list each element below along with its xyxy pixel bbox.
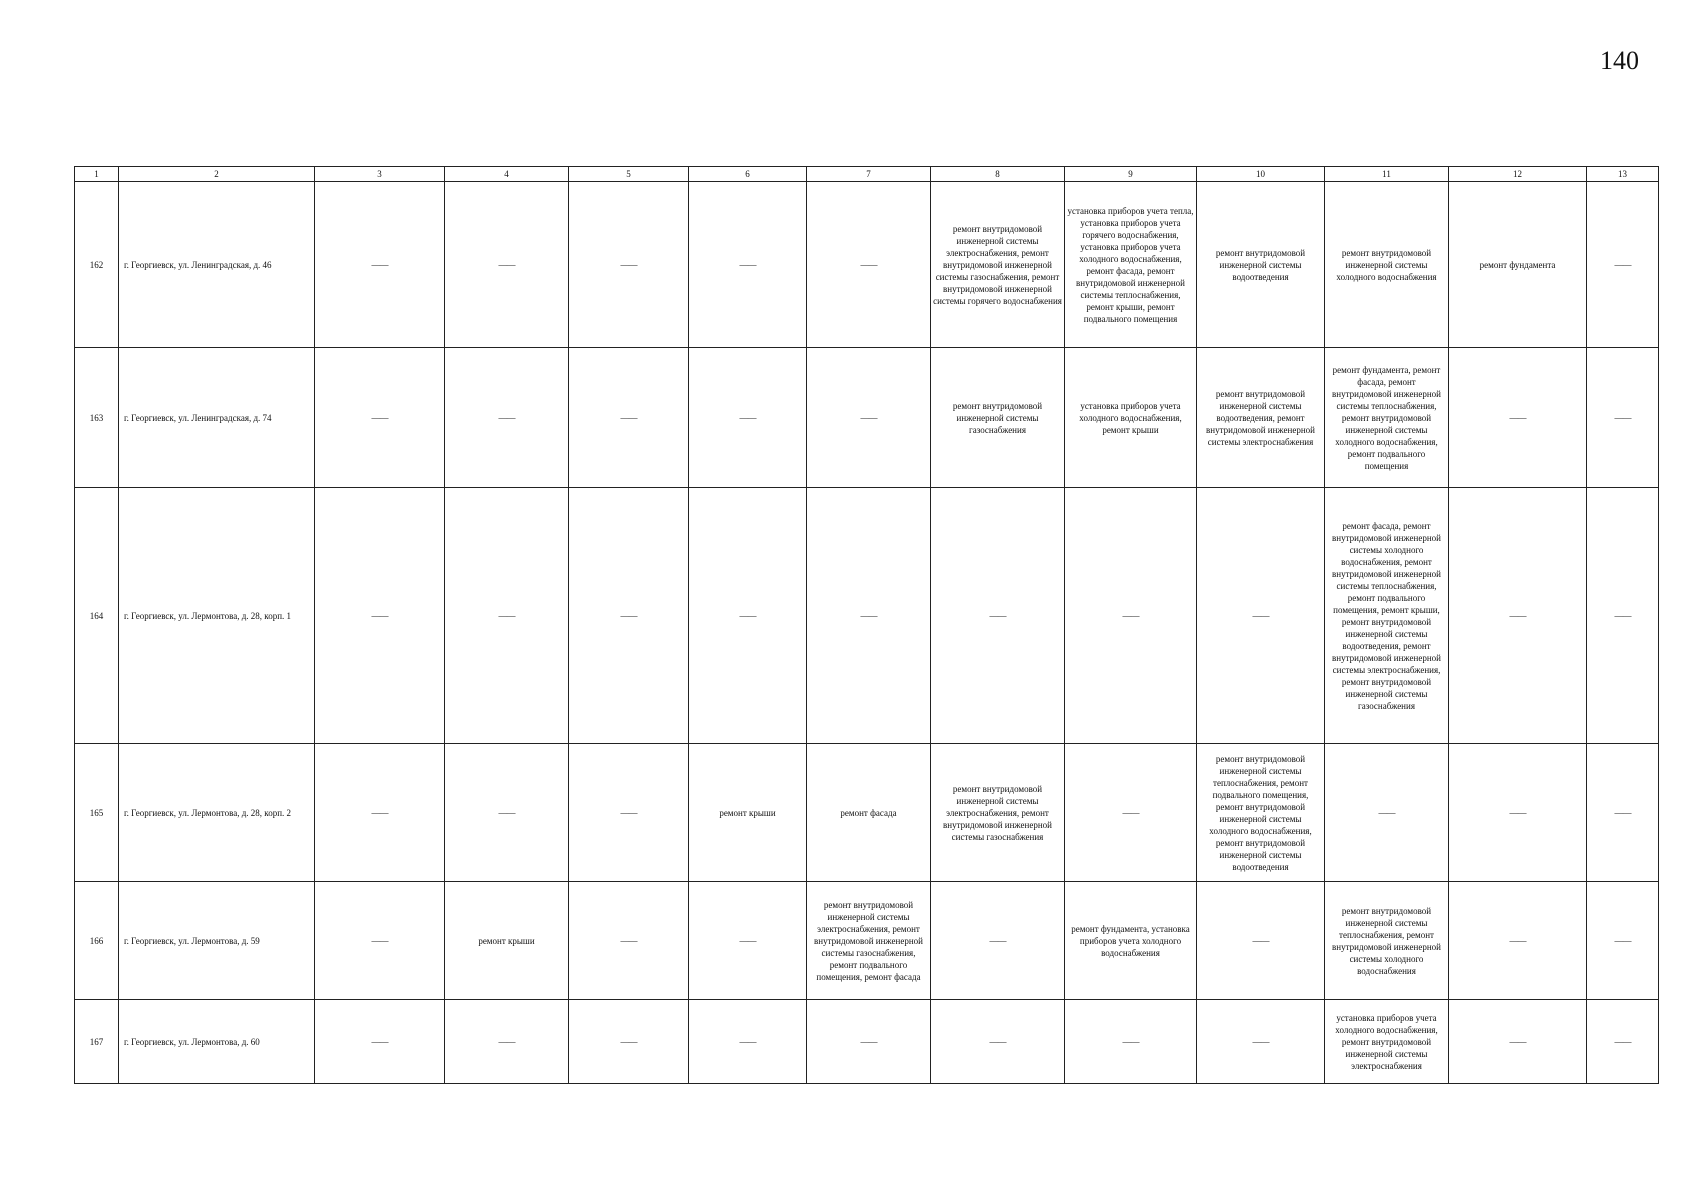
empty-cell	[445, 182, 569, 348]
dash-mark	[1615, 259, 1631, 271]
empty-cell	[807, 1000, 931, 1084]
dash-mark	[499, 1036, 515, 1048]
empty-cell	[569, 348, 689, 488]
empty-cell	[569, 488, 689, 744]
dash-mark	[499, 259, 515, 271]
dash-mark	[740, 1036, 756, 1048]
address-cell: г. Георгиевск, ул. Лермонтова, д. 28, корп. 1	[119, 488, 315, 744]
dash-mark	[372, 412, 388, 424]
dash-mark	[372, 807, 388, 819]
empty-cell	[1449, 744, 1587, 882]
empty-cell	[689, 348, 807, 488]
work-cell: ремонт внутридомовой инженерной системы электроснабжения, ремонт внутридомовой инженерной системы газоснабжения, ремонт внутридомовой инженерной системы горячего водоснабжения	[931, 182, 1065, 348]
dash-mark	[372, 610, 388, 622]
empty-cell	[689, 882, 807, 1000]
empty-cell	[1065, 1000, 1197, 1084]
dash-mark	[990, 935, 1006, 947]
empty-cell	[1325, 744, 1449, 882]
empty-cell	[315, 882, 445, 1000]
work-cell: ремонт фундамента, установка приборов учета холодного водоснабжения	[1065, 882, 1197, 1000]
empty-cell	[931, 488, 1065, 744]
dash-mark	[621, 259, 637, 271]
table-row	[75, 882, 1659, 1000]
dash-mark	[621, 1036, 637, 1048]
work-cell: ремонт внутридомовой инженерной системы электроснабжения, ремонт внутридомовой инженерной системы газоснабжения, ремонт подвального помещения, ремонт фасада	[807, 882, 931, 1000]
dash-mark	[1253, 935, 1269, 947]
dash-mark	[1123, 610, 1139, 622]
table-row	[75, 488, 1659, 744]
empty-cell	[1065, 744, 1197, 882]
column-header: 6	[689, 167, 807, 182]
table-row	[75, 348, 1659, 488]
address-cell: г. Георгиевск, ул. Ленинградская, д. 46	[119, 182, 315, 348]
dash-mark	[740, 610, 756, 622]
dash-mark	[621, 610, 637, 622]
dash-mark	[621, 935, 637, 947]
row-number: 165	[75, 744, 119, 882]
empty-cell	[315, 488, 445, 744]
column-header: 5	[569, 167, 689, 182]
dash-mark	[990, 610, 1006, 622]
empty-cell	[1587, 1000, 1659, 1084]
column-header: 1	[75, 167, 119, 182]
work-cell: ремонт внутридомовой инженерной системы холодного водоснабжения	[1325, 182, 1449, 348]
table-header-row	[75, 167, 1659, 182]
work-cell: ремонт внутридомовой инженерной системы водоотведения	[1197, 182, 1325, 348]
dash-mark	[1615, 807, 1631, 819]
dash-mark	[1615, 412, 1631, 424]
dash-mark	[621, 412, 637, 424]
address-cell: г. Георгиевск, ул. Лермонтова, д. 28, корп. 2	[119, 744, 315, 882]
dash-mark	[1379, 807, 1395, 819]
work-cell: ремонт внутридомовой инженерной системы теплоснабжения, ремонт подвального помещения, ремонт внутридомовой инженерной системы холодного водоснабжения, ремонт внутридомовой инженерной системы водоотведения	[1197, 744, 1325, 882]
empty-cell	[445, 1000, 569, 1084]
empty-cell	[1197, 488, 1325, 744]
empty-cell	[931, 1000, 1065, 1084]
column-header: 12	[1449, 167, 1587, 182]
dash-mark	[861, 610, 877, 622]
work-cell: ремонт внутридомовой инженерной системы водоотведения, ремонт внутридомовой инженерной системы электроснабжения	[1197, 348, 1325, 488]
address-cell: г. Георгиевск, ул. Ленинградская, д. 74	[119, 348, 315, 488]
column-header: 9	[1065, 167, 1197, 182]
dash-mark	[499, 807, 515, 819]
empty-cell	[569, 882, 689, 1000]
work-cell: установка приборов учета холодного водоснабжения, ремонт внутридомовой инженерной системы электроснабжения	[1325, 1000, 1449, 1084]
dash-mark	[499, 412, 515, 424]
dash-mark	[1253, 610, 1269, 622]
dash-mark	[1615, 935, 1631, 947]
page-number: 140	[1600, 46, 1639, 75]
empty-cell	[807, 182, 931, 348]
empty-cell	[1197, 882, 1325, 1000]
dash-mark	[1615, 610, 1631, 622]
dash-mark	[1510, 1036, 1526, 1048]
dash-mark	[1253, 1036, 1269, 1048]
column-header: 7	[807, 167, 931, 182]
empty-cell	[1587, 744, 1659, 882]
dash-mark	[621, 807, 637, 819]
column-header: 13	[1587, 167, 1659, 182]
empty-cell	[445, 488, 569, 744]
column-header: 10	[1197, 167, 1325, 182]
dash-mark	[861, 259, 877, 271]
empty-cell	[1449, 882, 1587, 1000]
address-cell: г. Георгиевск, ул. Лермонтова, д. 60	[119, 1000, 315, 1084]
dash-mark	[1510, 412, 1526, 424]
row-number: 166	[75, 882, 119, 1000]
dash-mark	[499, 610, 515, 622]
empty-cell	[1587, 882, 1659, 1000]
row-number: 164	[75, 488, 119, 744]
empty-cell	[1587, 182, 1659, 348]
column-header: 4	[445, 167, 569, 182]
row-number: 162	[75, 182, 119, 348]
work-cell: ремонт фасада, ремонт внутридомовой инженерной системы холодного водоснабжения, ремонт внутридомовой инженерной системы теплоснабжения, ремонт подвального помещения, ремонт крыши, ремонт внутридомовой инженерной системы водоотведения, ремонт внутридомовой инженерной системы электроснабжения, ремонт внутридомовой инженерной системы газоснабжения	[1325, 488, 1449, 744]
dash-mark	[372, 1036, 388, 1048]
dash-mark	[372, 935, 388, 947]
empty-cell	[1449, 488, 1587, 744]
empty-cell	[1197, 1000, 1325, 1084]
dash-mark	[372, 259, 388, 271]
work-cell: ремонт внутридомовой инженерной системы теплоснабжения, ремонт внутридомовой инженерной системы холодного водоснабжения	[1325, 882, 1449, 1000]
dash-mark	[740, 412, 756, 424]
empty-cell	[1587, 488, 1659, 744]
empty-cell	[1449, 1000, 1587, 1084]
work-cell: ремонт крыши	[689, 744, 807, 882]
dash-mark	[1123, 1036, 1139, 1048]
work-cell: ремонт фундамента	[1449, 182, 1587, 348]
empty-cell	[1065, 488, 1197, 744]
empty-cell	[445, 348, 569, 488]
work-cell: ремонт внутридомовой инженерной системы электроснабжения, ремонт внутридомовой инженерной системы газоснабжения	[931, 744, 1065, 882]
empty-cell	[569, 182, 689, 348]
dash-mark	[861, 1036, 877, 1048]
dash-mark	[861, 412, 877, 424]
empty-cell	[1449, 348, 1587, 488]
empty-cell	[569, 1000, 689, 1084]
empty-cell	[689, 182, 807, 348]
empty-cell	[569, 744, 689, 882]
column-header: 2	[119, 167, 315, 182]
row-number: 163	[75, 348, 119, 488]
empty-cell	[315, 182, 445, 348]
empty-cell	[315, 1000, 445, 1084]
empty-cell	[931, 882, 1065, 1000]
work-cell: ремонт крыши	[445, 882, 569, 1000]
empty-cell	[689, 1000, 807, 1084]
dash-mark	[1615, 1036, 1631, 1048]
empty-cell	[807, 488, 931, 744]
address-cell: г. Георгиевск, ул. Лермонтова, д. 59	[119, 882, 315, 1000]
dash-mark	[990, 1036, 1006, 1048]
empty-cell	[807, 348, 931, 488]
empty-cell	[445, 744, 569, 882]
column-header: 8	[931, 167, 1065, 182]
dash-mark	[740, 935, 756, 947]
empty-cell	[1587, 348, 1659, 488]
dash-mark	[1510, 935, 1526, 947]
empty-cell	[315, 744, 445, 882]
work-cell: установка приборов учета холодного водоснабжения, ремонт крыши	[1065, 348, 1197, 488]
table-row	[75, 744, 1659, 882]
table-row	[75, 182, 1659, 348]
column-header: 3	[315, 167, 445, 182]
dash-mark	[1123, 807, 1139, 819]
empty-cell	[689, 488, 807, 744]
work-cell: ремонт фундамента, ремонт фасада, ремонт внутридомовой инженерной системы теплоснабжения, ремонт внутридомовой инженерной системы холодного водоснабжения, ремонт подвального помещения	[1325, 348, 1449, 488]
works-table	[74, 166, 1659, 1084]
work-cell: установка приборов учета тепла, установка приборов учета горячего водоснабжения, установка приборов учета холодного водоснабжения, ремонт фасада, ремонт внутридомовой инженерной системы теплоснабжения, ремонт крыши, ремонт подвального помещения	[1065, 182, 1197, 348]
dash-mark	[1510, 610, 1526, 622]
column-header: 11	[1325, 167, 1449, 182]
table-row	[75, 1000, 1659, 1084]
work-cell: ремонт внутридомовой инженерной системы газоснабжения	[931, 348, 1065, 488]
row-number: 167	[75, 1000, 119, 1084]
dash-mark	[740, 259, 756, 271]
dash-mark	[1510, 807, 1526, 819]
empty-cell	[315, 348, 445, 488]
work-cell: ремонт фасада	[807, 744, 931, 882]
